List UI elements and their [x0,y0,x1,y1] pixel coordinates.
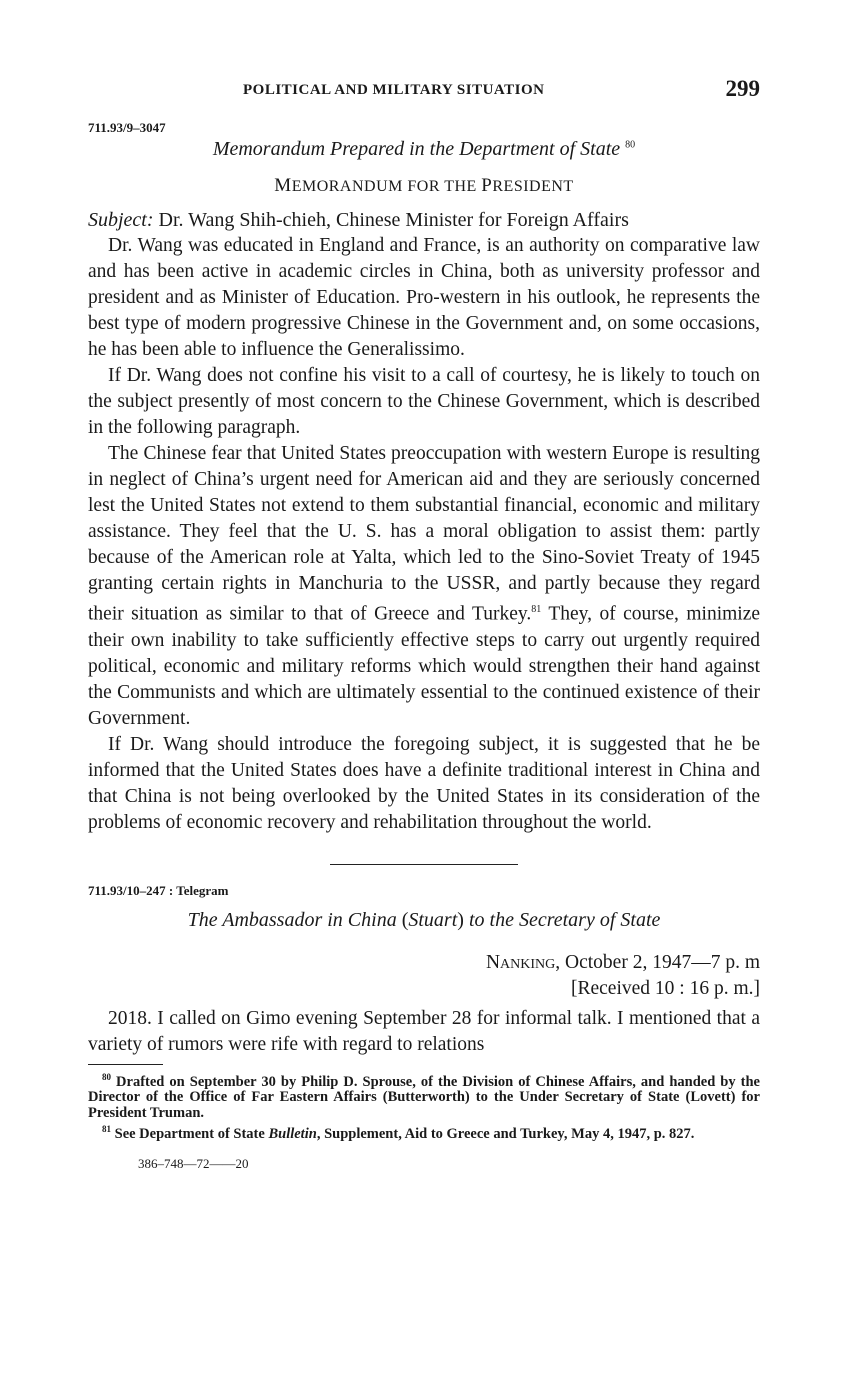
subject-line [88,207,760,233]
telegram-title-paren: ( [401,908,409,931]
file-number: 711.93/9–3047 [88,120,166,135]
running-title: POLITICAL AND MILITARY SITUATION [243,82,545,98]
footnote-81-bulletin: Bulletin [268,1126,317,1143]
footnote-ref-80: 80 [625,139,636,151]
paragraph-text-cont: They, of course, minimize their own inability to take sufficiently effective steps to carry out urgently required political, economic and military reforms which would strengthen their hand against the Communists and which are ultimately essential to the continued existence of their Government. [88,603,761,729]
paragraph: If Dr. Wang does not confine his visit to a call of courtesy, he is likely to touch on the subject presently of most concern to the Chinese Government, which is described in the following paragraph. [88,365,760,438]
dateline [88,950,760,976]
footnote-ref-81: 81 [531,604,542,615]
received-line: [Received 10 : 16 p. m.] [571,977,760,999]
section-divider [330,864,518,865]
running-header [88,76,760,110]
telegram-title-part-2: to the Secretary of State [463,908,661,931]
footnote-80-text: Drafted on September 30 by Philip D. Sprouse, of the Division of Chinese Affairs, and handed by the Director of the Office of Far Eastern Affairs (Butterworth) to the Under Secretary of State (Lovett) for President Truman. [88,1073,760,1122]
footnote-81-text: See Department of State [111,1126,269,1143]
document-title-text: Memorandum Prepared in the Department of State [212,138,621,160]
telegram-title-part: The Ambassador in China [187,908,402,931]
telegram-title-name: Stuart [408,908,458,931]
footnote-divider [88,1064,163,1065]
memo-heading-part: EMORANDUM FOR THE [291,178,482,195]
paragraph: 2018. I called on Gimo evening September 28 for informal talk. I mentioned that a variety of rumors were rife with regard to relations [88,1007,760,1055]
page-number: 299 [725,76,760,101]
footnote-marker-80: 80 [102,1071,111,1082]
dateline-place: Nanking [485,951,556,973]
memo-heading-part-2: RESIDENT [492,178,574,195]
memo-heading-cap-p: P [481,175,493,196]
footnote-80 [88,1069,760,1122]
dateline-date: , October 2, 1947—7 p. m [555,951,760,973]
paragraph-text: The Chinese fear that United States preoccupation with western Europe is resulting in neglect of China’s urgent need for American aid and they are seriously concerned lest the United States not extend to them substantial financial, economic and military assistance. They feel that the U. S. has a moral obligation to assist them: partly because of the American role at Yalta, which led to the Sino-Soviet Treaty of 1945 granting certain rights in Manchuria to the USSR, and partly because they regard their situation as similar to that of Greece and Turkey. [88,443,760,625]
paragraph: Dr. Wang was educated in England and France, is an authority on comparative law and has been active in academic circles in China, both as university professor and president and as Minister of Education. Pro-western in his outlook, he represents the best type of modern progressive Chinese in the Government and, on some occasions, he has been able to influence the Generalissimo. [88,235,760,360]
subject-label: Subject: [88,209,154,231]
print-code: 386–748—72——20 [138,1156,249,1172]
paragraph: If Dr. Wang should introduce the foregoing subject, it is suggested that he be informed that the United States does have a definite traditional interest in China and that China is not being overlooked by the United States in its consideration of the problems of economic recovery and rehabilitation throughout the world. [88,733,760,833]
memo-heading-cap-m: M [274,175,292,196]
footnote-81-text-2: , Supplement, Aid to Greece and Turkey, May 4, 1947, p. 827. [316,1126,695,1143]
paragraph [88,441,760,732]
document-page [88,76,760,1172]
file-number-2: 711.93/10–247 : Telegram [88,882,229,898]
subject-text: Dr. Wang Shih-chieh, Chinese Minister for Foreign Affairs [153,209,629,231]
footnote-81 [88,1121,760,1142]
telegram-title [88,909,760,932]
telegram-title-paren-close: ) [457,908,464,931]
document-title [88,138,760,161]
memo-heading [88,175,760,197]
footnote-marker-81: 81 [102,1124,111,1135]
